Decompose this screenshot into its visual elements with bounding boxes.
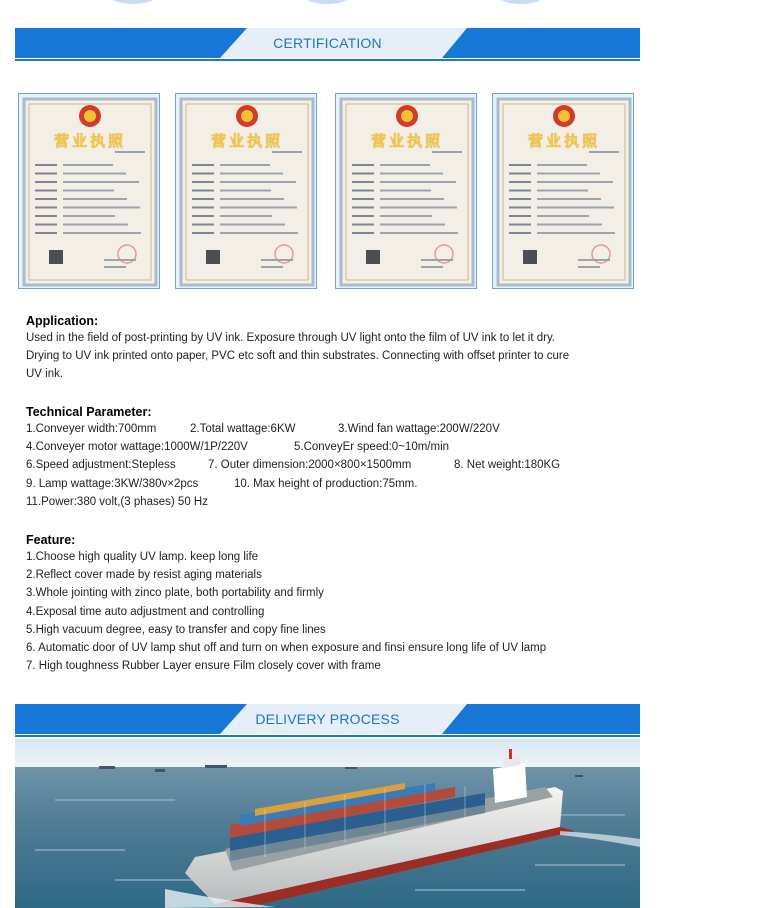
technical-heading: Technical Parameter: [26, 405, 152, 419]
certificate-heading: 营业执照 [53, 132, 126, 150]
certification-banner [15, 28, 640, 62]
feature-item: 4.Exposal time auto adjustment and controlling [26, 605, 265, 618]
application-heading: Application: [26, 314, 99, 328]
parameter-item: 8. Net weight:180KG [454, 459, 561, 472]
certificate-artwork [19, 94, 161, 290]
certificate-image [492, 93, 634, 289]
certificate-heading: 营业执照 [527, 132, 600, 150]
parameter-row [26, 475, 636, 493]
parameter-row [26, 420, 636, 438]
parameter-row [26, 493, 636, 511]
parameter-item: 6.Speed adjustment:Stepless [26, 459, 176, 472]
application-section [26, 313, 636, 384]
top-decoration-center [304, 0, 350, 4]
certificate-image [175, 93, 317, 289]
certificate-heading: 营业执照 [370, 132, 443, 150]
banner-underline [15, 735, 640, 737]
parameter-item: 1.Conveyer width:700mm [26, 423, 157, 435]
feature-item: 1.Choose high quality UV lamp. keep long life [26, 551, 259, 563]
feature-item: 3.Whole jointing with zinco plate, both portability and firmly [26, 587, 324, 600]
parameter-item: 2.Total wattage:6KW [190, 423, 296, 435]
technical-section [26, 404, 636, 511]
feature-item: 7. High toughness Rubber Layer ensure Film closely cover with frame [26, 660, 381, 673]
delivery-banner [15, 704, 640, 738]
feature-item: 2.Reflect cover made by resist aging materials [26, 569, 262, 582]
top-decoration-left [110, 0, 156, 4]
certificate-artwork [493, 94, 635, 290]
parameter-item: 4.Conveyer motor wattage:1000W/1P/220V [26, 441, 248, 454]
certificate-artwork [336, 94, 478, 290]
banner-underline [15, 59, 640, 61]
cargo-ship-illustration [15, 739, 640, 908]
certificate-heading: 营业执照 [210, 132, 283, 150]
certificate-artwork [176, 94, 318, 290]
certification-title: CERTIFICATION [273, 35, 382, 51]
certificate-image [18, 93, 160, 289]
application-line: Used in the field of post-printing by UV ink. Exposure through UV light onto the film of UV ink to let it dry. [26, 332, 556, 344]
parameter-item: 5.ConveyEr speed:0~10m/min [294, 441, 450, 454]
parameter-item: 9. Lamp wattage:3KW/380v×2pcs [26, 477, 199, 490]
parameter-item: 11.Power:380 volt,(3 phases) 50 Hz [26, 495, 208, 508]
certificate-gallery [18, 93, 638, 291]
delivery-title: DELIVERY PROCESS [255, 711, 400, 727]
feature-section [26, 532, 636, 675]
feature-item: 5.High vacuum degree, easy to transfer and copy fine lines [26, 623, 326, 636]
feature-heading: Feature: [26, 533, 76, 547]
parameter-item: 7. Outer dimension:2000×800×1500mm [208, 459, 412, 472]
cargo-ship-image [15, 739, 640, 908]
application-line: Drying to UV ink printed onto paper, PVC etc soft and thin substrates. Connecting with offset printer to cure [26, 350, 570, 363]
parameter-item: 3.Wind fan wattage:200W/220V [338, 423, 500, 435]
certificate-image [335, 93, 477, 289]
feature-item: 6. Automatic door of UV lamp shut off and turn on when exposure and finsi ensure long life of UV lamp [26, 642, 547, 655]
parameter-row [26, 438, 636, 456]
top-decoration-right [498, 0, 544, 4]
parameter-row [26, 456, 636, 474]
application-line: UV ink. [26, 368, 64, 381]
parameter-item: 10. Max height of production:75mm. [234, 477, 418, 490]
